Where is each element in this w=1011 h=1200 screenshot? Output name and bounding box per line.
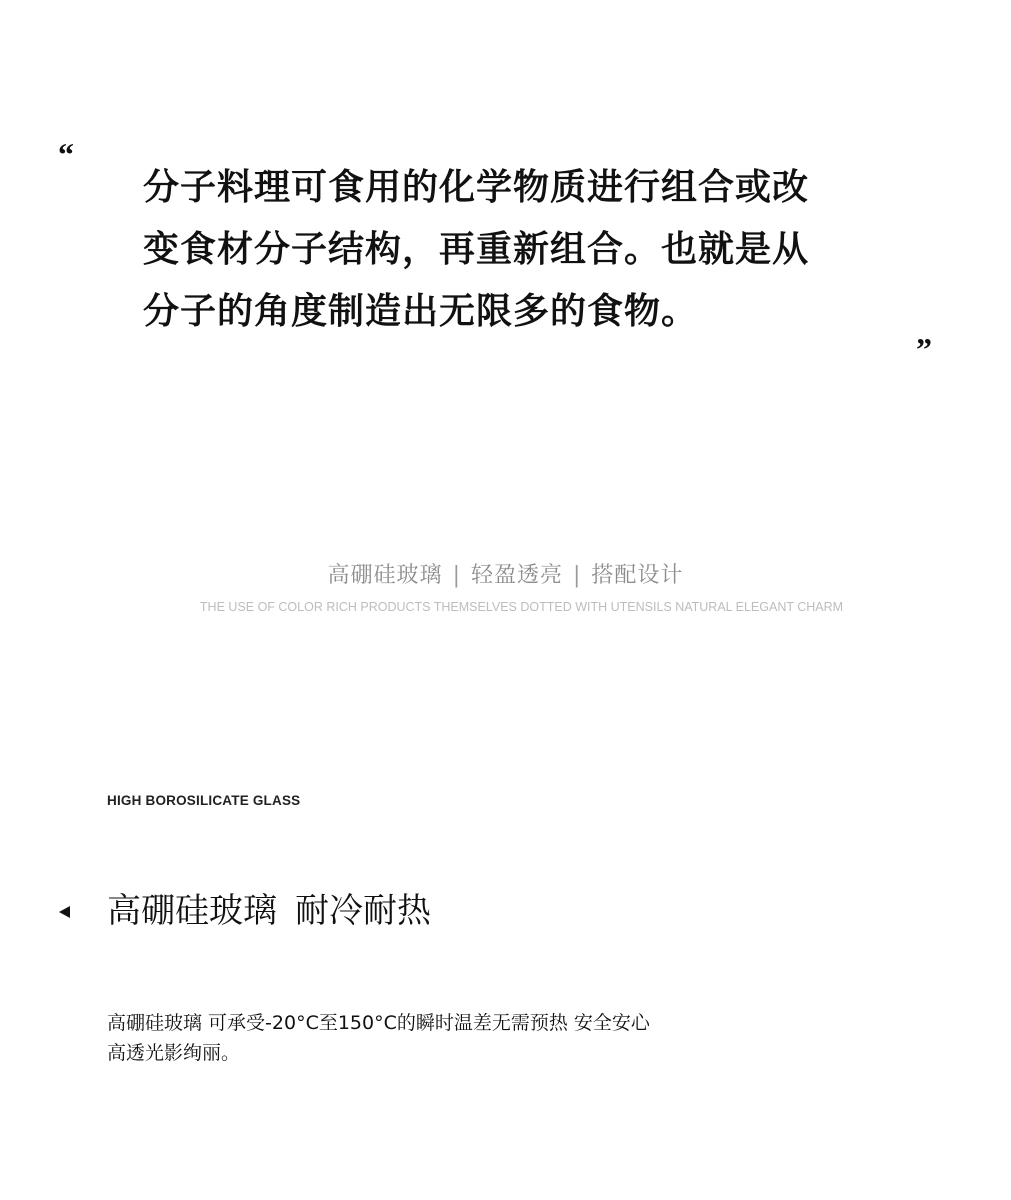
quote-line: 分子的角度制造出无限多的食物。	[143, 290, 699, 332]
heading-part: 耐冷耐热	[295, 891, 431, 931]
open-quote-mark: “	[58, 136, 74, 172]
tagline-separator: |	[573, 563, 582, 588]
tagline-item: 轻盈透亮	[470, 563, 563, 588]
feature-description	[107, 1008, 650, 1068]
tagline-item: 搭配设计	[591, 563, 684, 588]
feature-tagline	[0, 558, 1011, 589]
section-label-en: HIGH BOROSILICATE GLASS	[107, 793, 301, 808]
tagline-item: 高硼硅玻璃	[327, 563, 443, 588]
description-line: 高透光影绚丽。	[107, 1042, 241, 1064]
section-heading	[107, 886, 431, 936]
english-subtitle: THE USE OF COLOR RICH PRODUCTS THEMSELVES DOTTED WITH UTENSILS NATURAL ELEGANT CHARM	[199, 600, 844, 614]
close-quote-mark: ”	[916, 331, 932, 367]
tagline-separator: |	[452, 563, 461, 588]
quote-line: 变食材分子结构，再重新组合。也就是从	[143, 228, 810, 270]
heading-part: 高硼硅玻璃	[107, 891, 277, 931]
quote-text	[143, 156, 883, 342]
quote-line: 分子料理可食用的化学物质进行组合或改	[143, 166, 810, 208]
description-line: 高硼硅玻璃 可承受-20°C至150°C的瞬时温差无需预热 安全安心	[107, 1012, 650, 1034]
triangle-left-icon	[59, 906, 70, 918]
